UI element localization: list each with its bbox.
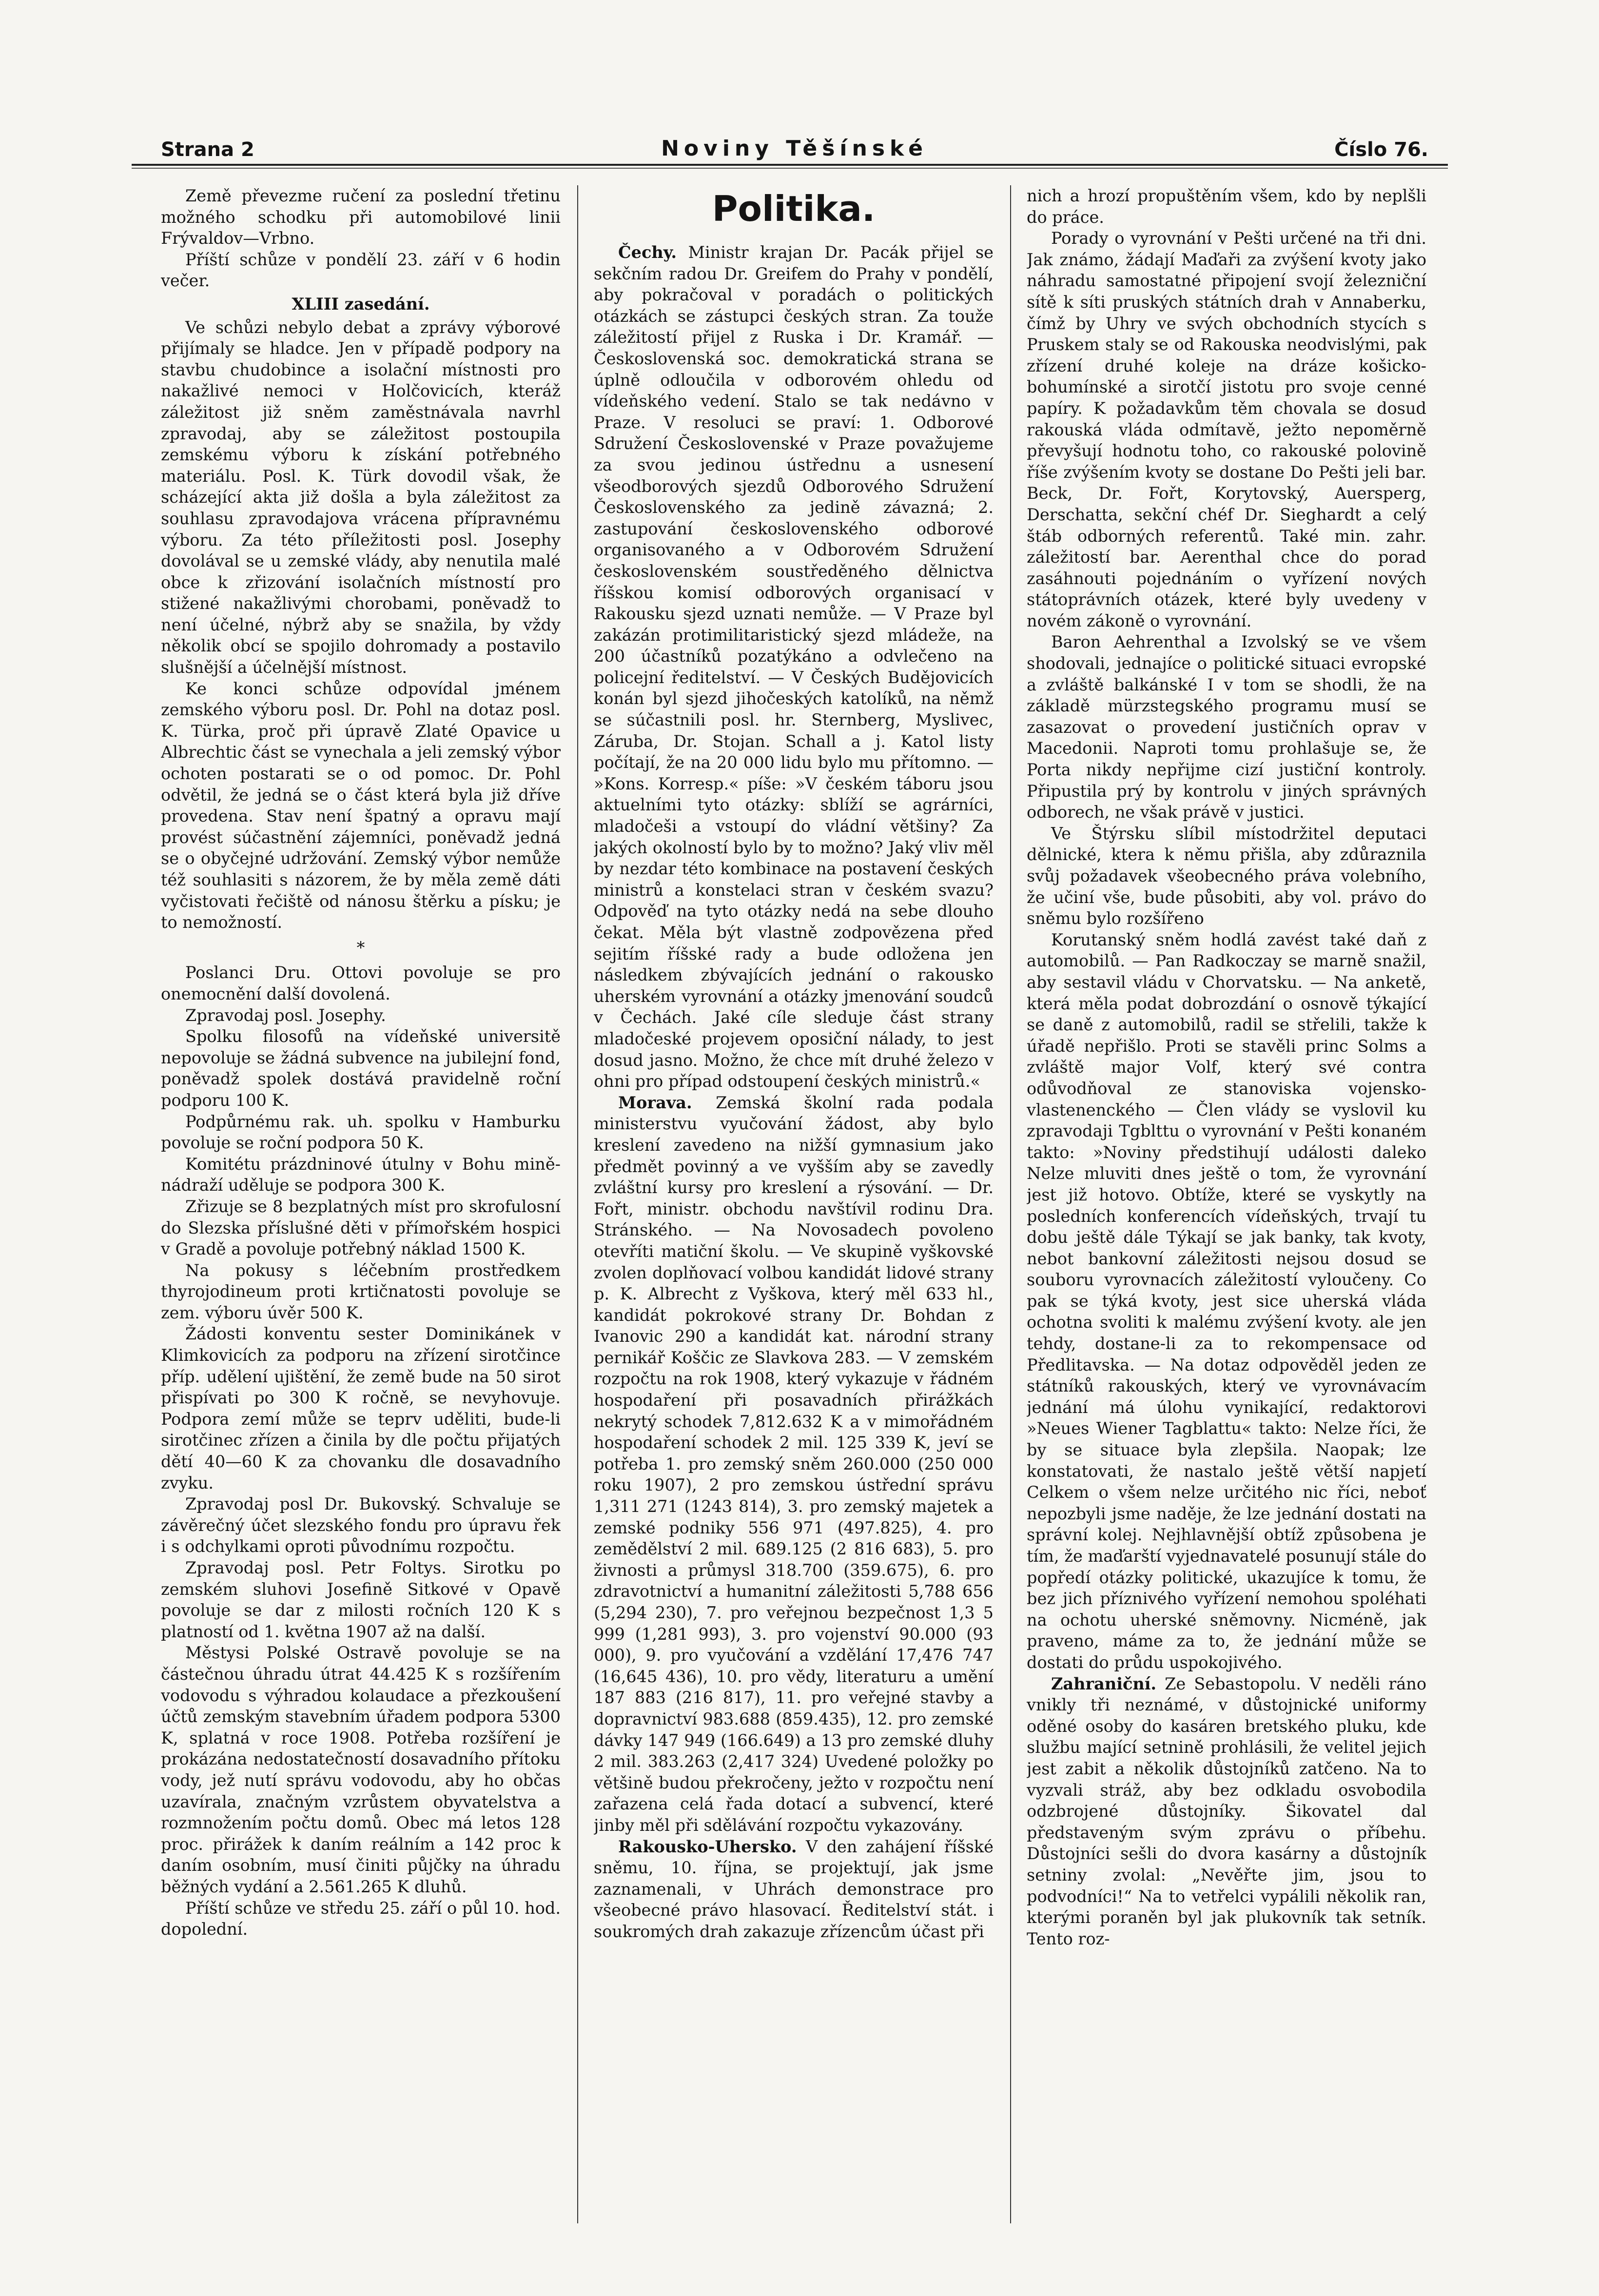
paragraph-text: nich a hrozí propuštěním všem, kdo by neplšli do práce.	[1027, 186, 1426, 227]
article-paragraph	[161, 1111, 561, 1154]
paragraph-text: Příští schůze v pondělí 23. září v 6 hodin večer.	[161, 250, 561, 291]
article-paragraph	[161, 1898, 561, 1940]
page-header	[161, 132, 1428, 161]
paragraph-text: Ve Štýrsku slíbil místodržitel deputaci dělnické, ktera k němu přišla, aby zdůraznila svůj požadavek všeobecného práva volebního, že učiní vše, bude působiti, aby vol. právo do sněmu bylo rozšířeno	[1027, 824, 1426, 928]
paragraph-text: Příští schůze ve středu 25. září o půl 10. hod. dopolední.	[161, 1898, 561, 1939]
article-paragraph	[1027, 1673, 1426, 1950]
paragraph-text: Ze Sebastopolu. V neděli ráno vnikly tři neznámé, v důstojnické uniformy oděné osoby do kasáren bretského pluku, kde službu mající setnině prohlásili, že velitel jejich jest zabit a několik důstojníků zatčeno. Na to vyzvali stráž, aby bez odkladu osvobodila odzbrojené důstojníky. Šikovatel dal představeným svým zprávu o příbehu. Důstojníci sešli do dvora kasárny a důstojník setniny zvolal: „Nevěřte jim, jsou to podvodníci!“ Na to vetřelci vypálili několik ran, kterými poraněn byl jak plukovník tak setník. Tento roz-	[1027, 1674, 1426, 1948]
paragraph-text: XLIII zasedání.	[292, 294, 430, 314]
paragraph-text: Komitétu prázdninové útulny v Bohu mině-nádraží uděluje se podpora 300 K.	[161, 1154, 561, 1195]
page-number: Strana 2	[161, 138, 254, 161]
article-paragraph	[1027, 823, 1426, 929]
paragraph-lead: Rakousko-Uhersko.	[618, 1837, 797, 1856]
paragraph-lead: Morava.	[618, 1093, 692, 1112]
paragraph-text: *	[356, 938, 365, 957]
paragraph-lead: Zahraniční.	[1051, 1674, 1157, 1693]
article-paragraph	[594, 1836, 994, 1943]
paragraph-text: Země převezme ručení za poslední třetinu možného schodku při automobilové linii Frývaldov—Vrbno.	[161, 186, 561, 248]
paragraph-text: Na pokusy s léčebním prostředkem thyrojodineum proti krtičnatosti povoluje se zem. výboru úvěr 500 K.	[161, 1260, 561, 1322]
paragraph-text: Zemská školní rada podala ministerstvu vyučování žádost, aby bylo kreslení zavedeno na nižší gymnasium jako předmět povinný a ve vyšším aby se zavedly zvláštní kursy pro kreslení a rýsování. — Dr. Fořt, ministr. obchodu navštívil rodinu Dra. Stránského. — Na Novosadech povoleno otevříti matiční školu. — Ve skupině vyškovské zvolen doplňovací volbou kandidát lidové strany p. K. Albrecht z Vyškova, který měl 633 hl., kandidát pokrokové strany Dr. Bohdan z Ivanovic 290 a kandidát kat. národní strany pernikář Koščic ze Slavkova 283. — V zemském rozpočtu na rok 1908, který vykazuje v řádném hospodaření při posavadních přirážkách nekrytý schodek 7,812.632 K a v mimořádném hospodaření schodek 2 mil. 125 339 K, jeví se potřeba 1. pro zemský sněm 260.000 (250 000 roku 1907), 2 pro zemskou ústřední správu 1,311 271 (1243 814), 3. pro zemský majetek a zemské podniky 556 971 (497.825), 4. pro zemědělství 2 mil. 689.125 (2 816 683), 5. pro živnosti a průmysl 318.700 (359.675), 6. pro zdravotnictví a humanitní záležitosti 5,788 656 (5,294 230), 7. pro veřejnou bezpečnost 1,3 5 999 (1,281 993), 3. pro vojenství 90.000 (93 000), 9. pro vyučování a vzdělání 17,476 747 (16,645 436), 10. pro vědy, literaturu a umění 187 883 (216 817), 11. pro veřejné stavby a dopravnictví 983.688 (859.435), 12. pro zemské dávky 147 949 (166.649) a 13 pro zemské dluhy 2 mil. 383.263 (2,417 324) Uvedené položky po většině budou překročeny, ježto v rozpočtu není zařazena celá řada dotací a subvencí, které jinby měl při sdělávání rozpočtu vykazovány.	[594, 1093, 994, 1835]
article-paragraph	[161, 678, 561, 933]
article-paragraph	[161, 1323, 561, 1493]
paragraph-lead: Čechy.	[618, 243, 677, 262]
column-divider	[577, 185, 578, 2223]
paragraph-text: Poslanci Dru. Ottovi povoluje se pro onemocnění další dovolená.	[161, 963, 561, 1003]
paragraph-text: Ke konci schůze odpovídal jménem zemského výboru posl. Dr. Pohl na dotaz posl. K. Türka, proč při úpravě Zlaté Opavice u Albrechtic část se vynechala a jeli zemský výbor ochoten postarati se o od pomoc. Dr. Pohl odvětil, že jedná se o část která byla již dříve provedena. Stav není špatný a opravu mají provést súčastnění zájemníci, poněvadž jedná se o obyčejné udržování. Zemský výbor nemůže též souhlasiti s názorem, že by měla země dáti vyčistovati řečiště od nánosu štěrku a písku; je to nemožností.	[161, 679, 561, 932]
paragraph-text: Baron Aehrenthal a Izvolský se ve všem shodovali, jednajíce o politické situaci evropské a zvláště balkánské I v tom se shodli, že na základě mürzstegského programu musí se zasazovat o provedení justičních oprav v Macedonii. Naproti tomu prohlašuje se, že Porta nikdy nepřijme cizí justiční kontroly. Připustila prý by kontrolu v jiných správných odborech, ne však právě v justici.	[1027, 632, 1426, 822]
article-paragraph	[161, 1642, 561, 1897]
column-2	[594, 185, 994, 2223]
newspaper-title: Noviny Těšínské	[661, 136, 928, 161]
article-paragraph	[161, 1026, 561, 1111]
issue-number: Číslo 76.	[1334, 138, 1428, 161]
article-paragraph	[161, 1154, 561, 1196]
section-title-politika: Politika.	[712, 188, 876, 229]
paragraph-text: Ve schůzi nebylo debat a zprávy výborové přijímaly se hladce. Jen v případě podpory na stavbu chudobince a isolační místnosti pro nakažlivé nemoci v Holčovicích, kteráž záležitost již sněm zaměstnávala navrhl zpravodaj, aby se záležitost postoupila zemskému výboru k získání potřebného materiálu. Posl. K. Türk dovodil však, že scházející akta již došla a byla záležitost za souhlasu zpravodajova vrácena přípravnému výboru. Za této příležitosti posl. Josephy dovolával se u zemské vlády, aby nenutila malé obce k zřizování isolačních místností pro stižené nakažlivými chorobami, poněvadž to není účelné, nýbrž aby se snažila, by vždy několik obcí se spojilo dohromady a postavilo slušnější a účelnější místnost.	[161, 317, 561, 677]
paragraph-text: Žádosti konventu sester Dominikánek v Klimkovicích za podporu na zřízení sirotčince příp. udělení ujištění, že země bude na 50 sirot přispívati po 300 K ročně, se nevyhovuje. Podpora zemí může se teprv uděliti, bude-li sirotčinec zřízen a činila by dle počtu přijatých dětí 40—60 K za chovanku dle dosavadního zvyku.	[161, 1324, 561, 1492]
paragraph-text: Spolku filosofů na vídeňské universitě nepovoluje se žádná subvence na jubilejní fond, poněvadž spolek dostává pravidelně roční podporu 100 K.	[161, 1027, 561, 1110]
article-paragraph	[161, 1260, 561, 1324]
paragraph-text: V den zahájení říšské sněmu, 10. října, se projektují, jak jsme zaznamenali, v Uhrách demonstrace pro všeobecné právo hlasovací. Ředitelství stát. i soukromých drah zakazuje zřízencům účast při	[594, 1837, 994, 1941]
paragraph-text: Městysi Polské Ostravě povoluje se na částečnou úhradu útrat 44.425 K s rozšířením vodovodu s výhradou kolaudace a přezkoušení účtů zemským stavebním úřadem podpora 5300 K, splatná v roce 1908. Potřeba rozšíření je prokázána nedostatečností dosavadního přítoku vody, jež nutí správu vodovodu, aby ho občas uzavírala, značným vzrůstem obyvatelstva a rozmnožením počtu domů. Obec má letos 128 proc. přirážek k daním reálním a 142 proc k daním osobním, musí činiti půjčky na úhradu běžných vydání a 2.561.265 K dluhů.	[161, 1643, 561, 1896]
paragraph-text: Zpravodaj posl Dr. Bukovský. Schvaluje se závěrečný účet slezského fondu pro úpravu řek i s odchylkami oproti původnímu rozpočtu.	[161, 1494, 561, 1556]
header-rule-thin	[132, 168, 1448, 169]
paragraph-text: Korutanský sněm hodlá zavést také daň z automobilů. — Pan Radkoczay se marně snažil, aby sestavil vládu v Chorvatsku. — Na anketě, která měla podat dobrozdání o osnově týkající se daně z automobilů, radil se střelili, takže k úřadě nepřišlo. Proti se stavěli princ Solms a zvláště major Volf, který své contra odůvodňoval ze stanoviska vojensko-vlastenenckého — Člen vlády se vyslovil ku zpravodaji Tgblttu o vyrovnání v Pešti konaném takto: »Noviny předstihují události daleko Nelze mluviti dnes ještě o tom, že vyrovnání jest již hotovo. Obtíže, které se vyskytly na posledních konferencích vídeňských, trvají tu dobu ještě dále Týkají se jak banky, tak kvoty, nebot bankovní záležitosti nejsou dosud se souboru vyrovnacích záležitostí vyloučeny. Co pak se týká kvoty, jest sice uherská vláda ochotna svoliti k malému zvýšení kvoty. ale jen tehdy, dostane-li za to rekompensace od Předlitavska. — Na dotaz odpověděl jeden ze státníků rakouských, který ve vyrovnávacím jednání má úlohu vynikající, redaktorovi »Neues Wiener Tagblattu« takto: Nelze říci, že by se situace byla zlepšila. Naopak; lze konstatovati, že nastalo ještě větší napjetí Celkem o všem nelze určitého nic říci, neboť nepozbyli jsme naděje, že lze jednání dostati na správní kolej. Nejhlavnější obtíž způsobena je tím, že maďarští vyjednavatelé posunují stále do popředí otázky politické, ukazujíce k tomu, že bez jich příznivého vyřízení nemohou spoléhati na ochotu uherské sněmovny. Nicméně, jak praveno, máme za to, že jednání může se dostati do průdu uspokojivého.	[1027, 930, 1426, 1672]
paragraph-text: Zpravodaj posl. Petr Foltys. Sirotku po zemském sluhovi Josefině Sitkové v Opavě povoluje se dar z milosti ročních 120 K s platností od 1. května 1907 až na další.	[161, 1558, 561, 1641]
section-heading	[161, 294, 561, 315]
paragraph-text: Zpravodaj posl. Josephy.	[185, 1005, 386, 1025]
paragraph-text: Podpůrnému rak. uh. spolku v Hamburku povoluje se roční podpora 50 K.	[161, 1112, 561, 1153]
paragraph-text: Zřizuje se 8 bezplatných míst pro skrofulosní do Slezska příslušné děti v přímořském hospici v Gradě a povoluje potřebný náklad 1500 K.	[161, 1197, 561, 1259]
article-paragraph	[1027, 929, 1426, 1673]
article-paragraph	[161, 962, 561, 1004]
article-paragraph	[161, 317, 561, 678]
article-paragraph	[594, 1092, 994, 1836]
article-paragraph	[161, 249, 561, 292]
header-rule	[132, 164, 1448, 166]
column-3	[1027, 185, 1426, 2223]
article-paragraph	[161, 1493, 561, 1557]
article-paragraph	[1027, 185, 1426, 228]
paragraph-text: Ministr krajan Dr. Pacák přijel se sekčním radou Dr. Greifem do Prahy v pondělí, aby pokračoval v poradách o politických otázkách se zástupci českých stran. Za touže záležitostí přijel z Ruska i Dr. Kramář. — Československá soc. demokratická strana se úplně odloučila v odborovém ohledu od vídeňského vedení. Stalo se tak nedávno v Praze. V resoluci se praví: 1. Odborové Sdružení Československé v Praze považujeme za svou jedinou ústřednu a usnesení všeodborových sjezdů Odborového Sdružení Československého za jedině závazná; 2. zastupování československého odborové organisovaného a v Odborovém Sdružení československém soustředěného dělnictva říšskou komisí odborových organisací v Rakousku sjezd uznati nemůže. — V Praze byl zakázán protimilitaristický sjezd mládeže, na 200 účastníků pozatýkáno a odvlečeno na policejní ředitelství. — V Českých Budějovicích konán byl sjezd jihočeských katolíků, na němž se súčastnili posl. hr. Sternberg, Myslivec, Záruba, Dr. Stojan. Schall a j. Katol listy počítají, že na 20 000 lidu bylo mu přítomno. — »Kons. Korresp.« píše: »V českém táboru jsou aktuelními tyto otázky: sblíží se agrárníci, mladočeši a vstoupí do vládní většiny? Za jakých okolností bylo by to možno? Jaký vliv měl by nezdar této kombinace na postavení českých ministrů a konstelaci stran v českém svazu? Odpověď na tyto otázky nedá na sebe dlouho čekat. Měla být vlastně zodpovězena před sejitím říšské rady a bude odložena jen následkem zbývajících jednání o rakousko uherském vyrovnání a otázky jmenování soudců v Čechách. Jaké cíle sleduje část strany mladočeské projevem oposiční nálady, to jest dosud jasno. Možno, že chce mít druhé železo v ohni pro případ odstoupení českých ministrů.«	[594, 243, 994, 1091]
article-paragraph	[161, 1005, 561, 1026]
column-1	[161, 185, 561, 2223]
paragraph-text: Porady o vyrovnání v Pešti určené na tři dni. Jak známo, žádají Maďaři za zvýšení kvoty jako náhradu samostatné připojení svojí železniční sítě k síti pruských státních drah v Annaberku, čímž by Uhry ve svých obchodních stycích s Pruskem staly se od Rakouska neodvislými, pak zřízení druhé koleje na dráze košicko-bohumínské a sirotčí jistotu pro svoje cenné papíry. K požadavkům těm chovala se dosud rakouská vláda odmítavě, ježto nepoměrně převyšují hodnotu toho, co rakouské polovině říše zvýšením kvoty se dostane Do Pešti jeli bar. Beck, Dr. Fořt, Korytovský, Auersperg, Derschatta, sekční chéf Dr. Sieghardt a celý štáb odborných referentů. Také min. zahr. záležitostí bar. Aerenthal chce do porad zasáhnouti pojednáním o vyřízení nových státoprávních otázek, které byly uvedeny v novém zákoně o vyrovnání.	[1027, 229, 1426, 630]
article-paragraph	[1027, 631, 1426, 823]
article-paragraph	[161, 185, 561, 249]
article-paragraph	[161, 1196, 561, 1260]
article-paragraph	[594, 242, 994, 1092]
article-paragraph	[1027, 228, 1426, 631]
column-divider	[1010, 185, 1011, 2223]
article-paragraph	[161, 1557, 561, 1642]
newspaper-page	[161, 132, 1428, 2228]
separator-asterisk	[161, 937, 561, 959]
